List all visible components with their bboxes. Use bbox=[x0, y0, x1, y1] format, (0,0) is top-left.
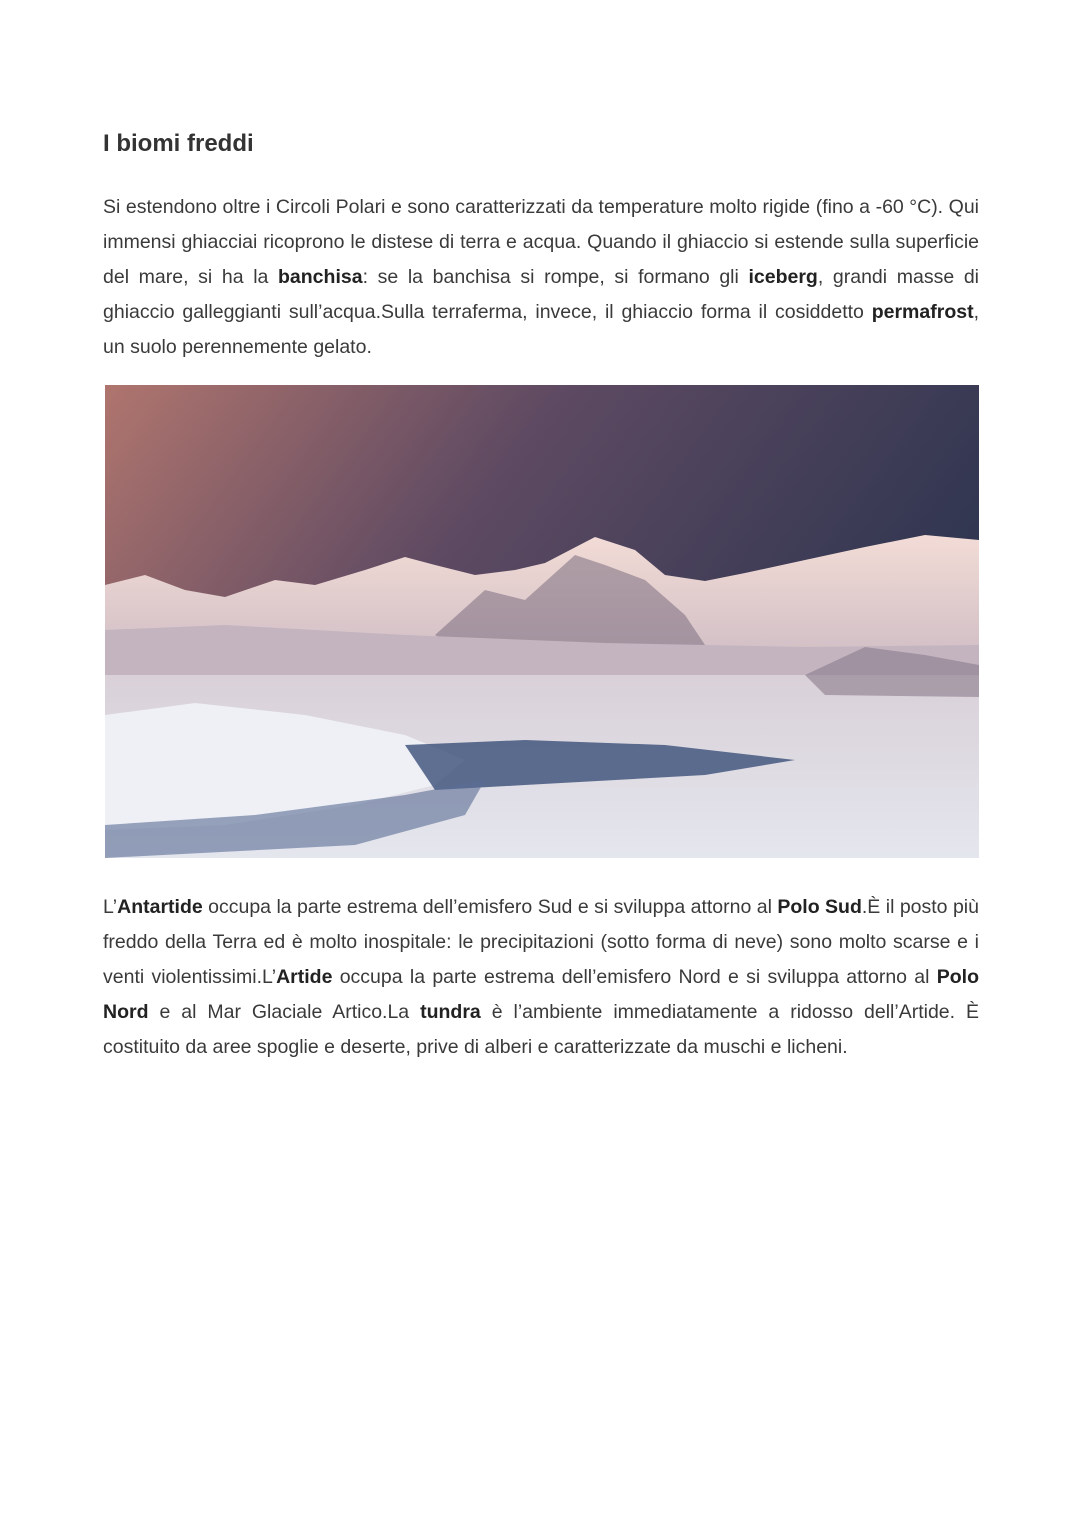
text-segment: e al Mar Glaciale Artico.La bbox=[148, 1001, 421, 1023]
bold-term: Antartide bbox=[117, 896, 203, 918]
text-segment: , grandi masse di ghiaccio galleggianti sull’acqua.Sulla terraferma, invece, il ghiaccio forma il cosiddetto bbox=[103, 266, 979, 323]
text-segment: è l’ambiente immediatamente a ridosso dell’Artide. È costituito da aree spoglie e deserte, prive di alberi e caratterizzate da muschi e licheni. bbox=[103, 1001, 979, 1058]
bold-term: permafrost bbox=[871, 301, 974, 323]
bold-term: Polo Sud bbox=[777, 896, 862, 918]
text-segment: occupa la parte estrema dell’emisfero Nord e si sviluppa attorno al bbox=[332, 966, 937, 988]
text-segment: Si estendono oltre i Circoli Polari e sono caratterizzati da temperature molto rigide (fino a -60 °C). Qui immensi ghiacciai ricoprono le distese di terra e acqua. Quando il ghiaccio si estende sulla superficie del mare, si ha la bbox=[103, 196, 979, 288]
text-segment: L’ bbox=[103, 896, 118, 918]
bold-term: Polo Nord bbox=[103, 966, 979, 1023]
bold-term: tundra bbox=[420, 1001, 481, 1023]
text-segment: , un suolo perennemente gelato. bbox=[103, 301, 979, 358]
intro-paragraph bbox=[103, 190, 979, 365]
polar-landscape-photo bbox=[105, 385, 979, 858]
text-segment: : se la banchisa si rompe, si formano gli bbox=[362, 266, 749, 288]
text-segment: .È il posto più freddo della Terra ed è molto inospitale: le precipitazioni (sotto forma di neve) sono molto scarse e i venti violentissimi.L’ bbox=[103, 896, 979, 988]
bold-term: Artide bbox=[276, 966, 333, 988]
poles-paragraph bbox=[103, 890, 979, 1065]
text-segment: occupa la parte estrema dell’emisfero Sud e si sviluppa attorno al bbox=[202, 896, 778, 918]
bold-term: iceberg bbox=[748, 266, 818, 288]
page-title: I biomi freddi bbox=[103, 130, 254, 157]
bold-term: banchisa bbox=[278, 266, 363, 288]
